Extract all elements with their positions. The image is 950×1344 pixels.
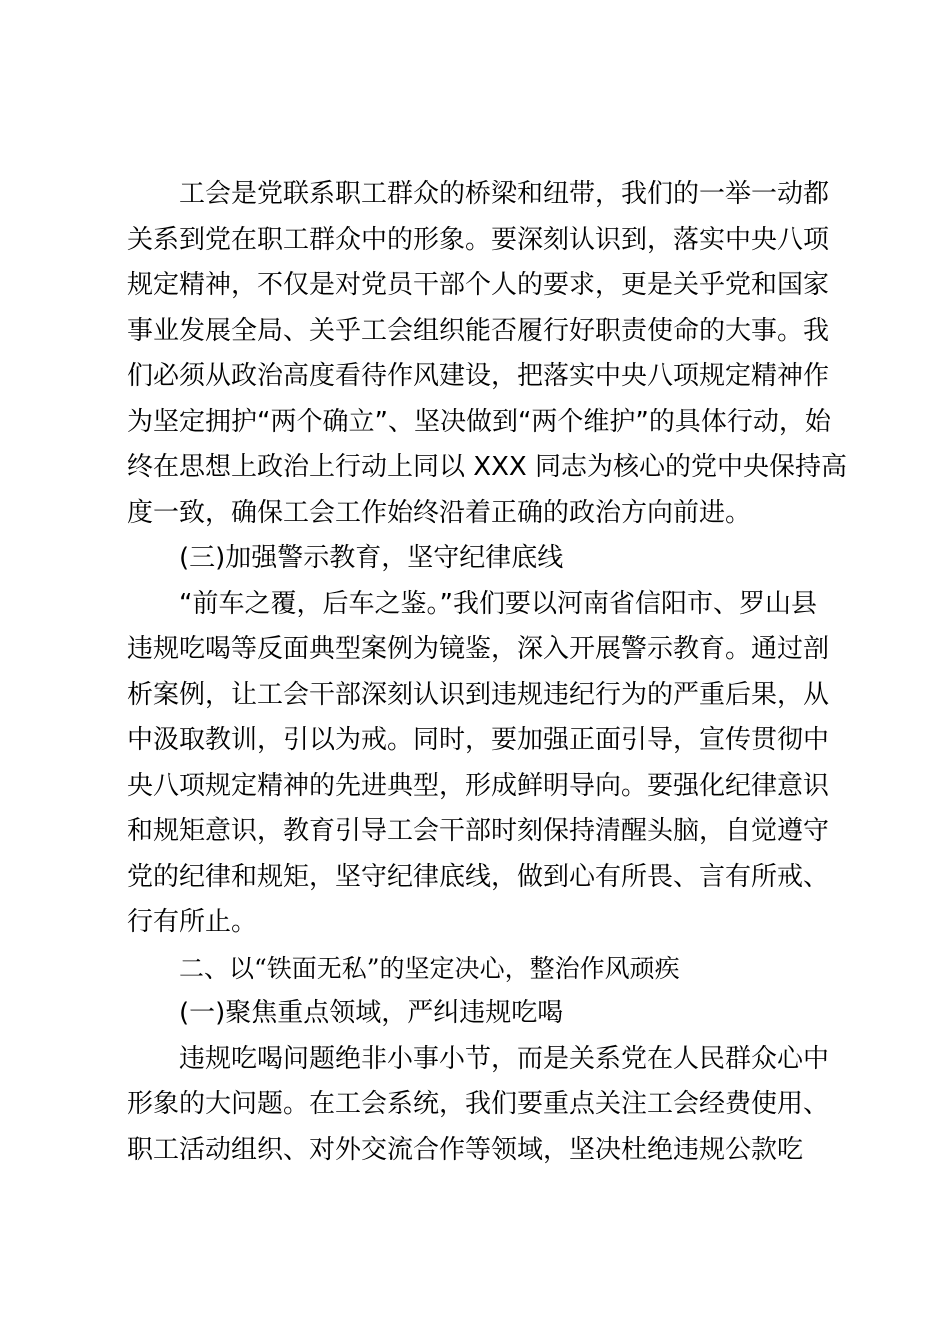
paragraph-line: 事业发展全局、关乎工会组织能否履行好职责使命的大事。我 bbox=[127, 315, 830, 346]
paragraph-line: 形象的大问题。在工会系统，我们要重点关注工会经费使用、 bbox=[127, 1089, 830, 1119]
paragraph-line: 终在思想上政治上行动上同以 XXX 同志为核心的党中央保持高 bbox=[127, 452, 847, 482]
paragraph-line: 行有所止。 bbox=[127, 907, 258, 937]
paragraph-line: 关系到党在职工群众中的形象。要深刻认识到，落实中央八项 bbox=[127, 224, 830, 255]
paragraph-line: 们必须从政治高度看待作风建设，把落实中央八项规定精神作 bbox=[127, 361, 830, 391]
paragraph-line: 央八项规定精神的先进典型，形成鲜明导向。要强化纪律意识 bbox=[127, 770, 830, 801]
paragraph-line: 为坚定拥护“两个确立”、坚决做到“两个维护”的具体行动，始 bbox=[127, 406, 831, 437]
paragraph-line: “前车之覆，后车之鉴。”我们要以河南省信阳市、罗山县 bbox=[179, 588, 817, 619]
paragraph-line: 析案例，让工会干部深刻认识到违规违纪行为的严重后果，从 bbox=[127, 679, 830, 710]
paragraph-line: 党的纪律和规矩，坚守纪律底线，做到心有所畏、言有所戒、 bbox=[127, 861, 830, 892]
section-heading: 二、以“铁面无私”的坚定决心，整治作风顽疾 bbox=[179, 953, 680, 983]
paragraph-line: 度一致，确保工会工作始终沿着正确的政治方向前进。 bbox=[127, 497, 752, 528]
section-subheading: (三)加强警示教育，坚守纪律底线 bbox=[179, 543, 564, 573]
paragraph-line: 违规吃喝问题绝非小事小节，而是关系党在人民群众心中 bbox=[179, 1043, 830, 1074]
document-body bbox=[127, 172, 847, 1173]
paragraph-line: 违规吃喝等反面典型案例为镜鉴，深入开展警示教育。通过剖 bbox=[127, 634, 830, 664]
paragraph-line: 和规矩意识，教育引导工会干部时刻保持清醒头脑，自觉遵守 bbox=[127, 816, 830, 846]
paragraph-line: 规定精神，不仅是对党员干部个人的要求，更是关乎党和国家 bbox=[127, 270, 830, 300]
paragraph-line: 中汲取教训，引以为戒。同时，要加强正面引导，宣传贯彻中 bbox=[127, 725, 830, 755]
section-subheading: (一)聚焦重点领域，严纠违规吃喝 bbox=[179, 998, 564, 1028]
paragraph-line: 职工活动组织、对外交流合作等领域，坚决杜绝违规公款吃 bbox=[127, 1134, 804, 1165]
paragraph-line: 工会是党联系职工群众的桥梁和纽带，我们的一举一动都 bbox=[179, 179, 830, 209]
